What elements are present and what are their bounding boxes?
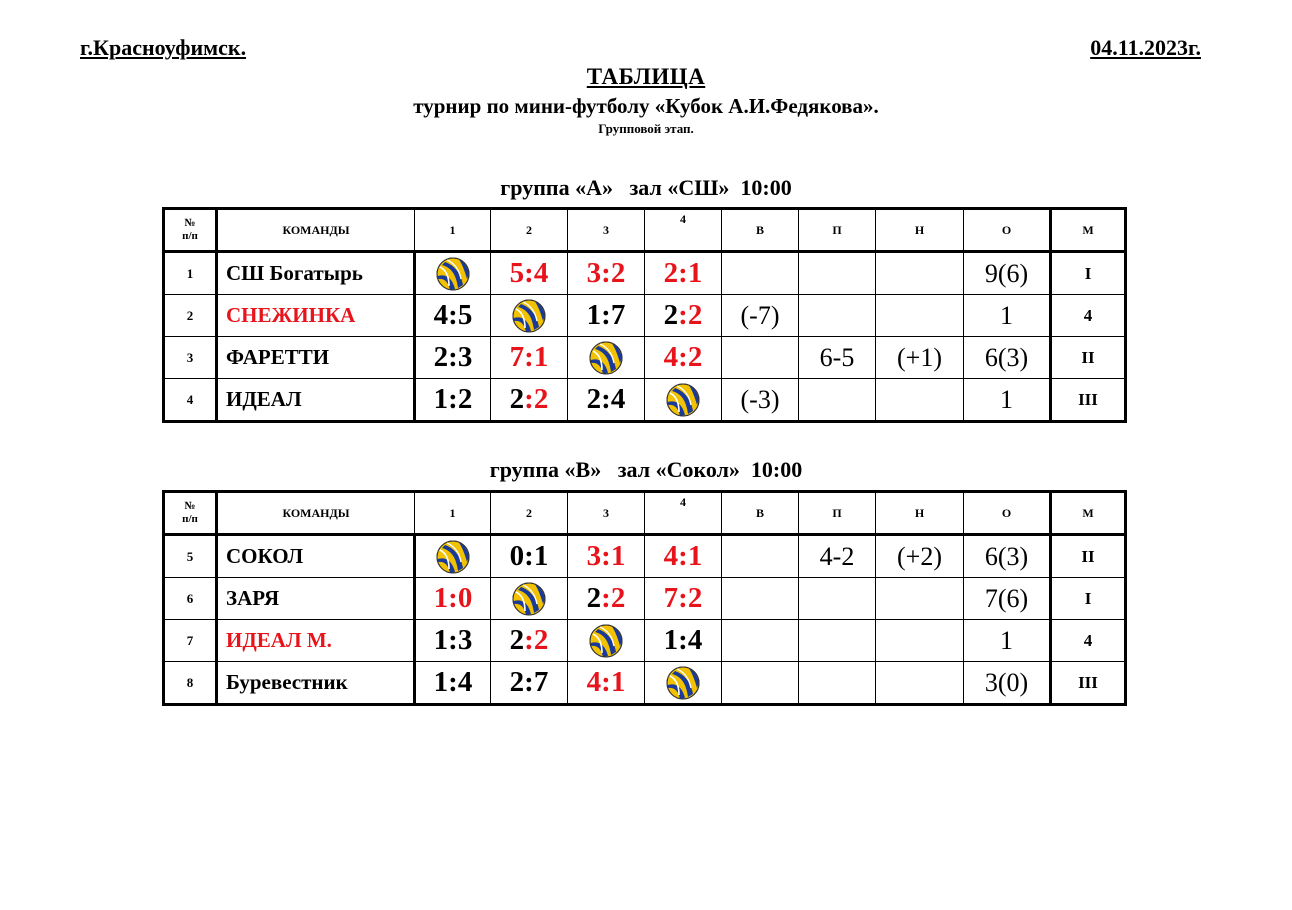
place-cell: 4	[1051, 620, 1126, 662]
score-left: 0	[509, 540, 525, 572]
score-left: 2	[509, 666, 525, 698]
team-row	[164, 578, 1126, 620]
volleyball-icon	[666, 383, 700, 417]
header-match-4: 4	[645, 492, 722, 535]
group-b-table	[162, 490, 1127, 706]
draws-cell	[876, 578, 964, 620]
points-cell: 6(3)	[964, 535, 1051, 578]
losses-cell	[799, 620, 876, 662]
score-left: 4	[663, 341, 679, 373]
score-right: 3	[457, 624, 473, 656]
header-place: М	[1051, 209, 1126, 252]
team-name: Буревестник	[217, 662, 415, 705]
match-score	[568, 295, 645, 337]
points-cell: 1	[964, 620, 1051, 662]
wins-cell	[722, 662, 799, 705]
score-left: 2	[586, 383, 602, 415]
group-a-table	[162, 207, 1127, 423]
wins-cell	[722, 535, 799, 578]
losses-cell	[799, 662, 876, 705]
match-score	[415, 337, 491, 379]
score-left: 1	[433, 624, 449, 656]
score-left: 1	[663, 624, 679, 656]
score-left: 1	[586, 299, 602, 331]
score-right: 1	[687, 540, 703, 572]
stage-label: Групповой этап.	[598, 121, 694, 136]
header-match-3: 3	[568, 209, 645, 252]
draws-cell: (+2)	[876, 535, 964, 578]
match-score	[491, 662, 568, 705]
volleyball-icon	[436, 257, 470, 291]
score-right: 4	[687, 624, 703, 656]
header-match-2: 2	[491, 209, 568, 252]
score-right: 4	[533, 257, 549, 289]
document-date: 04.11.2023г.	[1090, 35, 1201, 60]
score-left: 2	[663, 299, 679, 331]
score-separator: :	[524, 257, 534, 289]
team-name: ИДЕАЛ	[217, 379, 415, 422]
header-losses: П	[799, 209, 876, 252]
score-right: 1	[533, 341, 549, 373]
team-name: ЗАРЯ	[217, 578, 415, 620]
row-number: 1	[164, 252, 217, 295]
match-score	[415, 578, 491, 620]
wins-cell	[722, 252, 799, 295]
wins-cell	[722, 620, 799, 662]
header-row	[164, 492, 1126, 535]
score-right: 1	[687, 257, 703, 289]
self-match-cell	[568, 337, 645, 379]
team-row	[164, 535, 1126, 578]
points-cell: 3(0)	[964, 662, 1051, 705]
volleyball-icon	[589, 624, 623, 658]
points-cell: 1	[964, 295, 1051, 337]
match-score	[491, 535, 568, 578]
score-right: 2	[687, 582, 703, 614]
header-match-4: 4	[645, 209, 722, 252]
match-score	[645, 252, 722, 295]
score-left: 4	[586, 666, 602, 698]
score-left: 7	[509, 341, 525, 373]
match-score	[415, 620, 491, 662]
match-score	[568, 379, 645, 422]
header-num-top: №	[184, 217, 196, 229]
place-cell: III	[1051, 379, 1126, 422]
header-num	[164, 492, 217, 535]
self-match-cell	[645, 379, 722, 422]
score-left: 3	[586, 540, 602, 572]
losses-cell: 6-5	[799, 337, 876, 379]
row-number: 4	[164, 379, 217, 422]
team-name: ИДЕАЛ М.	[217, 620, 415, 662]
header-points: О	[964, 492, 1051, 535]
header-match-3: 3	[568, 492, 645, 535]
header-team: КОМАНДЫ	[217, 492, 415, 535]
row-number: 6	[164, 578, 217, 620]
match-score	[415, 379, 491, 422]
score-separator: :	[678, 582, 688, 614]
header-num-bottom: п/п	[182, 513, 198, 525]
score-left: 2	[509, 383, 525, 415]
draws-cell	[876, 295, 964, 337]
wins-cell: (-3)	[722, 379, 799, 422]
points-cell: 7(6)	[964, 578, 1051, 620]
match-score	[645, 337, 722, 379]
score-right: 2	[533, 383, 549, 415]
header-num	[164, 209, 217, 252]
header-row	[164, 209, 1126, 252]
wins-cell	[722, 337, 799, 379]
score-right: 7	[610, 299, 626, 331]
losses-cell: 4-2	[799, 535, 876, 578]
score-separator: :	[448, 299, 458, 331]
losses-cell	[799, 295, 876, 337]
score-separator: :	[524, 341, 534, 373]
match-score	[491, 252, 568, 295]
wins-cell	[722, 578, 799, 620]
team-name: СНЕЖИНКА	[217, 295, 415, 337]
row-number: 8	[164, 662, 217, 705]
score-left: 5	[509, 257, 525, 289]
score-left: 1	[433, 383, 449, 415]
score-right: 2	[533, 624, 549, 656]
score-left: 3	[586, 257, 602, 289]
match-score	[645, 535, 722, 578]
header-losses: П	[799, 492, 876, 535]
score-left: 1	[433, 666, 449, 698]
score-separator: :	[448, 666, 458, 698]
team-row	[164, 379, 1126, 422]
header-place: М	[1051, 492, 1126, 535]
volleyball-icon	[512, 582, 546, 616]
self-match-cell	[491, 295, 568, 337]
score-separator: :	[678, 257, 688, 289]
header-draws: Н	[876, 209, 964, 252]
score-left: 1	[433, 582, 449, 614]
draws-cell	[876, 662, 964, 705]
place-cell: II	[1051, 337, 1126, 379]
score-right: 4	[457, 666, 473, 698]
score-right: 0	[457, 582, 473, 614]
city-name: г.Красноуфимск.	[80, 35, 247, 60]
score-separator: :	[601, 257, 611, 289]
score-separator: :	[448, 341, 458, 373]
header-match-2: 2	[491, 492, 568, 535]
match-score	[415, 662, 491, 705]
group-a-heading: группа «А» зал «СШ» 10:00	[500, 175, 792, 200]
score-left: 2	[509, 624, 525, 656]
score-separator: :	[678, 341, 688, 373]
match-score	[491, 337, 568, 379]
row-number: 2	[164, 295, 217, 337]
match-score	[645, 295, 722, 337]
score-separator: :	[601, 383, 611, 415]
score-separator: :	[678, 299, 688, 331]
score-separator: :	[601, 666, 611, 698]
self-match-cell	[415, 252, 491, 295]
points-cell: 1	[964, 379, 1051, 422]
score-left: 2	[586, 582, 602, 614]
losses-cell	[799, 379, 876, 422]
row-number: 7	[164, 620, 217, 662]
score-right: 7	[533, 666, 549, 698]
tournament-name: турнир по мини-футболу «Кубок А.И.Федякова».	[413, 94, 879, 118]
score-separator: :	[601, 540, 611, 572]
score-separator: :	[524, 666, 534, 698]
score-separator: :	[448, 624, 458, 656]
place-cell: I	[1051, 252, 1126, 295]
header-team: КОМАНДЫ	[217, 209, 415, 252]
team-name: СОКОЛ	[217, 535, 415, 578]
header-match-1: 1	[415, 492, 491, 535]
self-match-cell	[645, 662, 722, 705]
self-match-cell	[491, 578, 568, 620]
match-score	[491, 379, 568, 422]
score-left: 7	[663, 582, 679, 614]
score-right: 2	[457, 383, 473, 415]
match-score	[568, 252, 645, 295]
losses-cell	[799, 578, 876, 620]
page-title: ТАБЛИЦА	[586, 64, 706, 89]
match-score	[568, 535, 645, 578]
volleyball-icon	[666, 666, 700, 700]
team-row	[164, 337, 1126, 379]
score-separator: :	[524, 624, 534, 656]
score-right: 4	[610, 383, 626, 415]
score-separator: :	[601, 582, 611, 614]
score-separator: :	[524, 540, 534, 572]
score-right: 2	[687, 299, 703, 331]
score-separator: :	[678, 624, 688, 656]
draws-cell	[876, 379, 964, 422]
group-b-heading: группа «В» зал «Сокол» 10:00	[489, 457, 803, 482]
draws-cell: (+1)	[876, 337, 964, 379]
header-num-top: №	[184, 500, 196, 512]
score-right: 3	[457, 341, 473, 373]
score-left: 4	[663, 540, 679, 572]
row-number: 5	[164, 535, 217, 578]
match-score	[568, 662, 645, 705]
volleyball-icon	[512, 299, 546, 333]
match-score	[568, 578, 645, 620]
score-separator: :	[601, 299, 611, 331]
score-right: 5	[457, 299, 473, 331]
header-wins: В	[722, 492, 799, 535]
draws-cell	[876, 620, 964, 662]
score-separator: :	[678, 540, 688, 572]
match-score	[645, 578, 722, 620]
team-name: СШ Богатырь	[217, 252, 415, 295]
score-right: 1	[610, 666, 626, 698]
score-left: 2	[433, 341, 449, 373]
score-separator: :	[448, 383, 458, 415]
match-score	[415, 295, 491, 337]
header-points: О	[964, 209, 1051, 252]
header-draws: Н	[876, 492, 964, 535]
points-cell: 6(3)	[964, 337, 1051, 379]
score-right: 1	[533, 540, 549, 572]
match-score	[491, 620, 568, 662]
score-right: 2	[610, 257, 626, 289]
self-match-cell	[568, 620, 645, 662]
place-cell: 4	[1051, 295, 1126, 337]
team-row	[164, 662, 1126, 705]
score-separator: :	[448, 582, 458, 614]
losses-cell	[799, 252, 876, 295]
score-separator: :	[524, 383, 534, 415]
score-left: 4	[433, 299, 449, 331]
wins-cell: (-7)	[722, 295, 799, 337]
volleyball-icon	[589, 341, 623, 375]
points-cell: 9(6)	[964, 252, 1051, 295]
match-score	[645, 620, 722, 662]
score-right: 1	[610, 540, 626, 572]
team-name: ФАРЕТТИ	[217, 337, 415, 379]
place-cell: II	[1051, 535, 1126, 578]
self-match-cell	[415, 535, 491, 578]
place-cell: I	[1051, 578, 1126, 620]
team-row	[164, 252, 1126, 295]
score-left: 2	[663, 257, 679, 289]
team-row	[164, 295, 1126, 337]
volleyball-icon	[436, 540, 470, 574]
header-num-bottom: п/п	[182, 230, 198, 242]
header-wins: В	[722, 209, 799, 252]
score-right: 2	[610, 582, 626, 614]
row-number: 3	[164, 337, 217, 379]
draws-cell	[876, 252, 964, 295]
score-right: 2	[687, 341, 703, 373]
place-cell: III	[1051, 662, 1126, 705]
header-match-1: 1	[415, 209, 491, 252]
team-row	[164, 620, 1126, 662]
